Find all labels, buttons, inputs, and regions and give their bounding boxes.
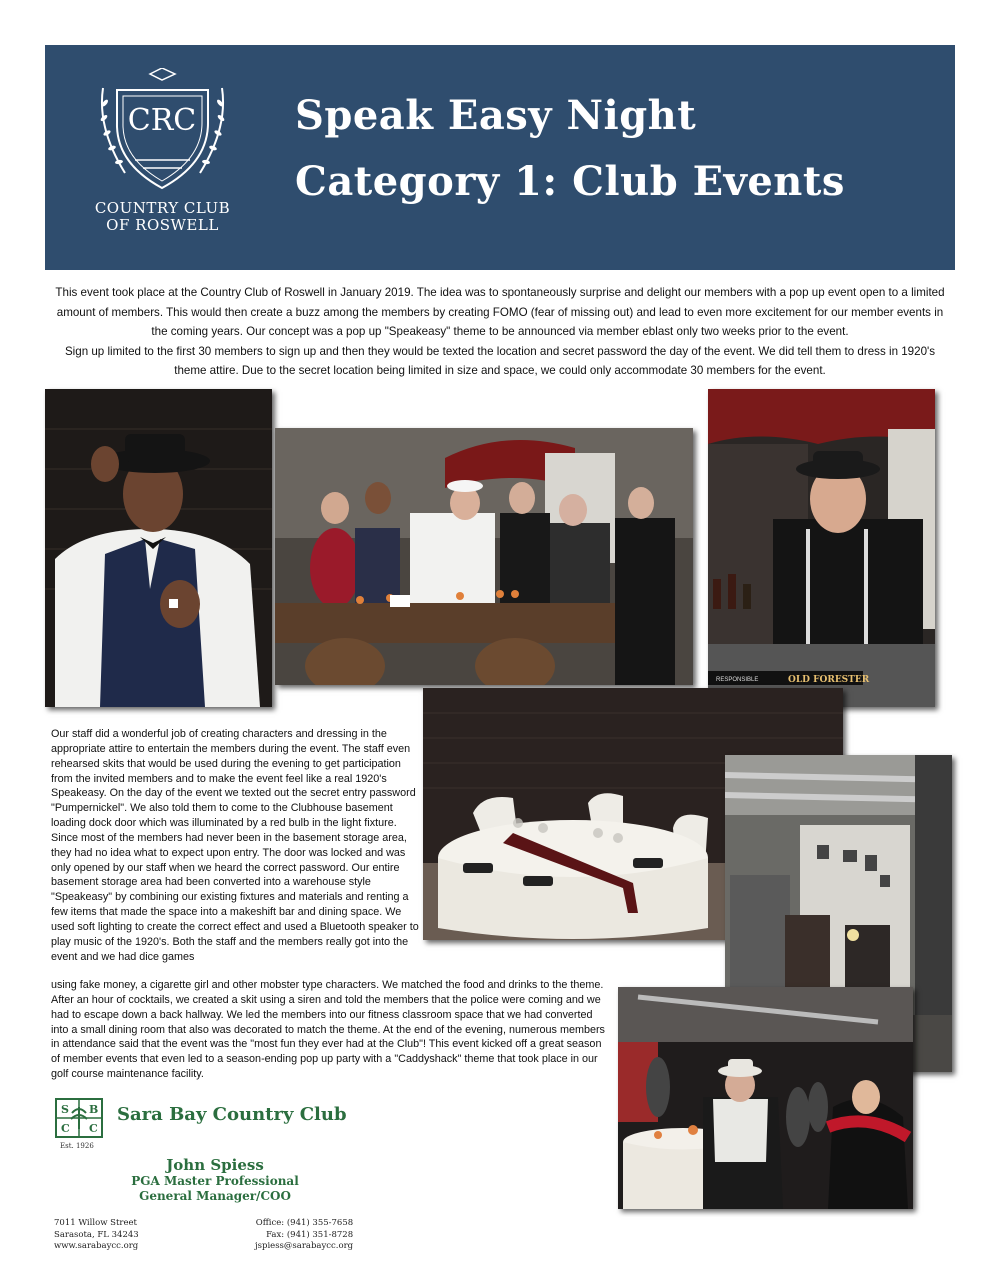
staff-paragraph-narrow: Our staff did a wonderful job of creating characters and dressing in the appropriate attire to entertain the members during the event. The staff even rehearsed skits that would be used during the evening to get participation from the invited members and to make the event feel like a real 1920's Speakeasy. On the day of the event we texted out the secret entry password "Pumpernickel". We also told them to come to the Clubhouse basement loading dock door which was illuminated by a red bulb in the light fixture. Since most of the members had never been in the basement storage area, they had no idea what to expect upon entry. The door was locked and was only opened by our staff when we heard the correct password. Our entire basement storage area had been converted into a warehouse style "Speakeasy" by combining our existing fixtures and materials and renting a few items that made the space into a makeshift bar and dining space. We used soft lighting to create the correct effect and used a Bluetooth speaker to play music of the 1920's. Both the staff and the members really got into the event and we had dice games: [51, 728, 419, 963]
intro-text: [50, 283, 950, 381]
photo-party-room: [618, 987, 913, 1209]
svg-text:C: C: [61, 1122, 70, 1135]
logo-line-2: OF ROSWELL: [106, 216, 219, 234]
photo-bartender: [708, 389, 935, 707]
email-link[interactable]: jspiess@sarabaycc.org: [255, 1241, 354, 1251]
person-title-1: PGA Master Professional: [131, 1174, 299, 1188]
address-block: [54, 1218, 139, 1253]
address-line-2: Sarasota, FL 34243: [54, 1229, 139, 1240]
intro-paragraph-1: This event took place at the Country Club of Roswell in January 2019. The idea was to spontaneously surprise and delight our members with a pop up event open to a limited amount of members. This would then create a buzz among the members by creating FOMO (fear of missing out) and lead to even more excitement for our member events in the coming years. Our concept was a pop up "Speakeasy" theme to be announced via member eblast only two weeks prior to the event.: [55, 286, 945, 338]
bar-sign-text: OLD FORESTER: [788, 675, 870, 685]
sara-bay-club-name: Sara Bay Country Club: [117, 1104, 347, 1125]
bar-mat-text: RESPONSIBLE: [716, 677, 759, 683]
address-line-1: 7011 Willow Street: [54, 1218, 137, 1228]
photo-group-bar: [275, 428, 693, 685]
crc-crest-logo: [95, 68, 230, 193]
logo-line-1: COUNTRY CLUB: [94, 199, 231, 217]
intro-paragraph-2: Sign up limited to the first 30 members to sign up and then they would be texted the location and secret password the day of the event. We did tell them to dress in 1920's theme attire. Due to the secret location being limited in size and space, we could only accommodate 30 members for the event.: [64, 344, 936, 377]
person-title-2: General Manager/COO: [139, 1189, 291, 1203]
established-year: Est. 1926: [60, 1142, 94, 1150]
page-subtitle: Category 1: Club Events: [295, 158, 845, 205]
svg-text:B: B: [89, 1103, 99, 1116]
club-logo-text: [60, 200, 265, 234]
fax-number: Fax: (941) 351-8728: [266, 1229, 354, 1240]
svg-text:C: C: [89, 1122, 98, 1135]
sara-bay-logo: [54, 1097, 104, 1139]
crest-monogram: CRC: [127, 103, 197, 138]
contact-block: [255, 1218, 353, 1253]
contact-person: [120, 1156, 310, 1204]
office-phone: Office: (941) 355-7658: [255, 1218, 354, 1228]
svg-text:S: S: [61, 1103, 69, 1116]
website-link[interactable]: www.sarabaycc.org: [54, 1241, 139, 1251]
page-title: Speak Easy Night: [295, 92, 697, 139]
photo-staff-dice: [45, 389, 272, 707]
staff-paragraph-wide: using fake money, a cigarette girl and other mobster type characters. We matched the food and drinks to the theme. After an hour of cocktails, we created a skit using a siren and told the members that the police were coming and we had to escape down a back hallway. We led the members into our fitness classroom space that we had converted into a small dining room that also was decorated to match the theme. At the end of the evening, numerous members in attendance said that the event was the "most fun they ever had at the Club"! This event kicked off a great season of member events that even led to a season-ending pop up party with a "Caddyshack" theme that took place in our golf course maintenance facility.: [51, 979, 605, 1081]
person-name: John Spiess: [166, 1156, 264, 1174]
